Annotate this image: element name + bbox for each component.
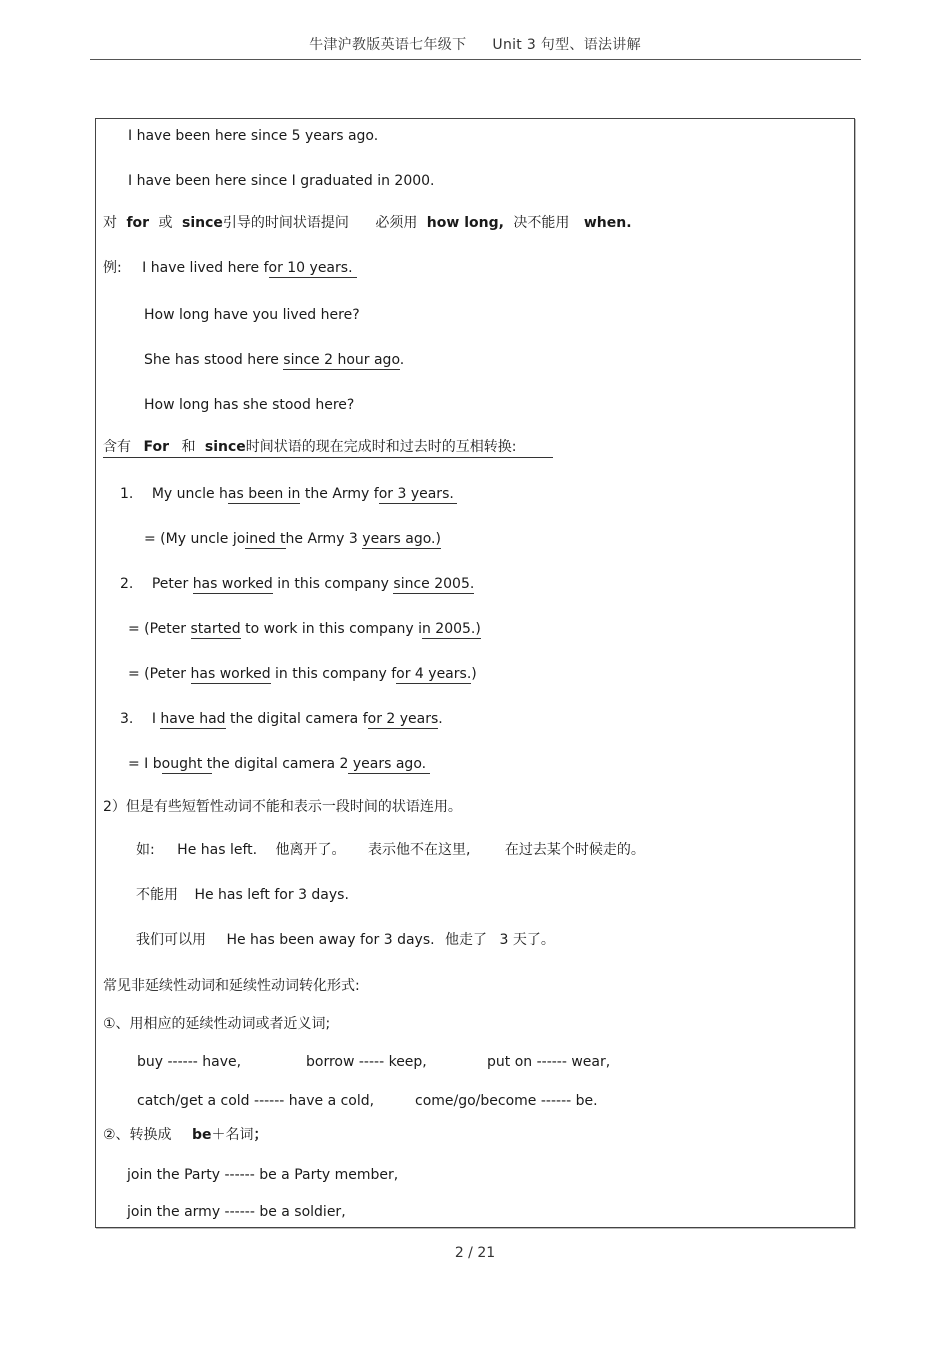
list-item: 1. My uncle has been in the Army for 3 years. — [120, 485, 457, 503]
text-line: borrow ----- keep, — [306, 1054, 427, 1070]
text-line: put on ------ wear, — [487, 1054, 611, 1070]
page-header — [0, 34, 950, 54]
text-line: = (Peter has worked in this company for 4 years.) — [128, 666, 477, 682]
header-unit: Unit 3 句型、语法讲解 — [492, 37, 641, 53]
section-heading: ①、用相应的延续性动词或者近义词; — [103, 1016, 331, 1032]
text-line: How long have you lived here? — [144, 307, 360, 323]
text-line: = (My uncle joined the Army 3 years ago.) — [144, 531, 441, 547]
header-divider — [90, 59, 861, 60]
text-line: 如: He has left. 他离开了。 表示他不在这里, 在过去某个时候走的。 — [136, 842, 645, 858]
text-line: I have been here since 5 years ago. — [128, 128, 379, 144]
text-line: = I bought the digital camera 2 years ago. — [128, 755, 430, 773]
text-line: 我们可以用 He has been away for 3 days. 他走了 3 天了。 — [136, 932, 555, 948]
text-line: 不能用 He has left for 3 days. — [136, 887, 349, 903]
text-line: = (Peter started to work in this company in 2005.) — [128, 621, 481, 637]
text-line: I have been here since I graduated in 2000. — [128, 173, 435, 189]
list-item: 3. I have had the digital camera for 2 years. — [120, 711, 443, 727]
text-line: catch/get a cold ------ have a cold, — [137, 1093, 375, 1109]
text-line: join the army ------ be a soldier, — [127, 1204, 346, 1220]
text-line: come/go/become ------ be. — [415, 1093, 598, 1109]
example-line: 例: I have lived here for 10 years. — [103, 259, 357, 277]
text-line: buy ------ have, — [137, 1054, 242, 1070]
list-item: 2. Peter has worked in this company since 2005. — [120, 576, 475, 592]
section-heading: 常见非延续性动词和延续性动词转化形式: — [103, 978, 360, 994]
text-line: join the Party ------ be a Party member, — [127, 1167, 399, 1183]
page-number: 2 / 21 — [454, 1245, 496, 1261]
section-heading: ②、转换成 be＋名词； — [103, 1127, 268, 1143]
content-box — [95, 118, 855, 1228]
header-title: 牛津沪教版英语七年级下 — [309, 37, 467, 53]
section-heading: 2）但是有些短暂性动词不能和表示一段时间的状语连用。 — [103, 799, 462, 815]
text-line: She has stood here since 2 hour ago. — [144, 352, 405, 368]
text-line: How long has she stood here? — [144, 397, 355, 413]
section-heading: 含有 For 和 since时间状语的现在完成时和过去时的互相转换: — [103, 438, 553, 458]
rule-line: 对 for 或 since引导的时间状语提问 必须用 how long, 决不能用 when. — [103, 215, 632, 231]
